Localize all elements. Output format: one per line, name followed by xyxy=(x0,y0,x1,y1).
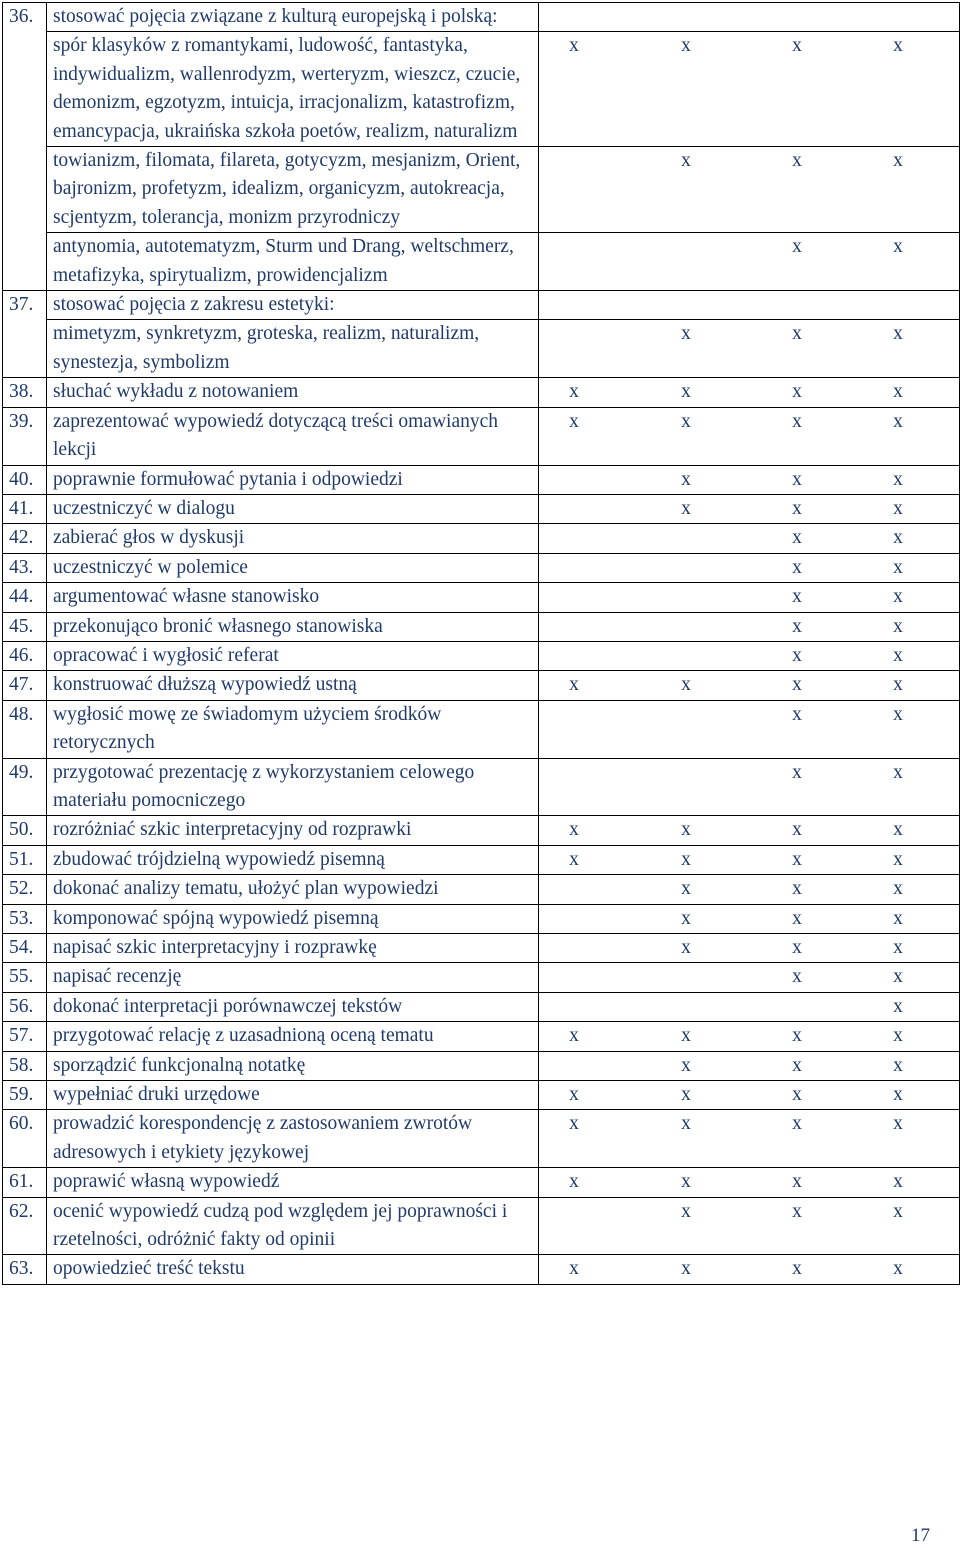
mark-x: x xyxy=(569,410,579,432)
skill-description: argumentować własne stanowisko xyxy=(47,583,539,612)
mark-group xyxy=(539,963,959,991)
row-number: 61. xyxy=(3,1168,47,1197)
mark-x: x xyxy=(792,527,802,549)
mark-x: x xyxy=(792,150,802,172)
skill-description: zabierać głos w dyskusji xyxy=(47,524,539,553)
requirements-document xyxy=(2,2,958,1285)
skill-description: opracować i wygłosić referat xyxy=(47,641,539,670)
mark-group xyxy=(539,934,959,962)
mark-group xyxy=(539,993,959,1021)
table-row xyxy=(3,1110,960,1168)
mark-x: x xyxy=(893,586,903,608)
skill-description: napisać recenzję xyxy=(47,963,539,992)
skill-description: wygłosić mowę ze świadomym użyciem środków retorycznych xyxy=(47,700,539,758)
mark-x: x xyxy=(681,1025,691,1047)
mark-group xyxy=(539,495,959,523)
mark-x: x xyxy=(681,468,691,490)
mark-x: x xyxy=(792,674,802,696)
mark-group xyxy=(539,671,959,699)
mark-cell xyxy=(539,1051,960,1080)
row-number: 59. xyxy=(3,1081,47,1110)
skill-description: słuchać wykładu z notowaniem xyxy=(47,378,539,407)
table-row xyxy=(3,1051,960,1080)
mark-x: x xyxy=(569,848,579,870)
row-number: 56. xyxy=(3,992,47,1021)
table-row xyxy=(3,1255,960,1284)
skill-description: poprawnie formułować pytania i odpowiedzi xyxy=(47,465,539,494)
table-row xyxy=(3,494,960,523)
mark-x: x xyxy=(681,497,691,519)
mark-x: x xyxy=(893,819,903,841)
table-row xyxy=(3,845,960,874)
mark-x: x xyxy=(681,1200,691,1222)
mark-x: x xyxy=(893,995,903,1017)
row-number: 38. xyxy=(3,378,47,407)
mark-group xyxy=(539,1052,959,1080)
row-number: 51. xyxy=(3,845,47,874)
table-row xyxy=(3,641,960,670)
mark-cell xyxy=(539,904,960,933)
mark-cell xyxy=(539,1081,960,1110)
mark-x: x xyxy=(569,1084,579,1106)
row-number: 52. xyxy=(3,875,47,904)
mark-x: x xyxy=(569,1171,579,1193)
mark-x: x xyxy=(792,468,802,490)
table-row xyxy=(3,32,960,147)
mark-x: x xyxy=(893,1258,903,1280)
mark-x: x xyxy=(893,848,903,870)
row-number: 37. xyxy=(3,291,47,320)
mark-group xyxy=(539,701,959,729)
table-row xyxy=(3,934,960,963)
skill-description: przekonująco bronić własnego stanowiska xyxy=(47,612,539,641)
skill-description: antynomia, autotematyzm, Sturm und Drang, weltschmerz, metafizyka, spirytualizm, prowidencjalizm xyxy=(47,233,539,291)
mark-x: x xyxy=(893,937,903,958)
mark-group xyxy=(539,233,959,261)
table-row xyxy=(3,3,960,32)
mark-x: x xyxy=(681,150,691,172)
mark-x: x xyxy=(893,1200,903,1222)
mark-x: x xyxy=(893,35,903,57)
mark-cell xyxy=(539,875,960,904)
mark-x: x xyxy=(792,586,802,608)
mark-x: x xyxy=(792,1025,802,1047)
mark-x: x xyxy=(792,410,802,432)
skill-description: rozróżniać szkic interpretacyjny od rozprawki xyxy=(47,816,539,845)
mark-x: x xyxy=(893,527,903,549)
row-number: 62. xyxy=(3,1197,47,1255)
mark-cell xyxy=(539,553,960,582)
mark-x: x xyxy=(792,1258,802,1280)
table-row xyxy=(3,904,960,933)
skill-description: przygotować prezentację z wykorzystaniem celowego materiału pomocniczego xyxy=(47,758,539,816)
mark-x: x xyxy=(681,819,691,841)
mark-x: x xyxy=(569,1258,579,1280)
mark-group xyxy=(539,642,959,670)
mark-cell xyxy=(539,816,960,845)
mark-group xyxy=(539,816,959,844)
row-number: 63. xyxy=(3,1255,47,1284)
mark-cell xyxy=(539,320,960,378)
mark-group xyxy=(539,905,959,933)
mark-x: x xyxy=(681,1113,691,1135)
mark-cell xyxy=(539,233,960,291)
mark-cell xyxy=(539,992,960,1021)
mark-cell xyxy=(539,407,960,465)
mark-group xyxy=(539,1255,959,1283)
table-row xyxy=(3,700,960,758)
mark-cell xyxy=(539,1168,960,1197)
row-number: 48. xyxy=(3,700,47,758)
skill-description: poprawić własną wypowiedź xyxy=(47,1168,539,1197)
mark-x: x xyxy=(681,848,691,870)
mark-x: x xyxy=(792,1054,802,1076)
mark-x: x xyxy=(792,1171,802,1193)
table-row xyxy=(3,612,960,641)
skill-description: dokonać interpretacji porównawczej tekstów xyxy=(47,992,539,1021)
table-row xyxy=(3,875,960,904)
row-number: 41. xyxy=(3,494,47,523)
skill-description: przygotować relację z uzasadnioną oceną tematu xyxy=(47,1022,539,1051)
mark-x: x xyxy=(893,1084,903,1106)
table-row xyxy=(3,524,960,553)
skill-description: napisać szkic interpretacyjny i rozprawkę xyxy=(47,934,539,963)
row-number: 53. xyxy=(3,904,47,933)
mark-x: x xyxy=(569,1025,579,1047)
mark-cell xyxy=(539,758,960,816)
mark-cell xyxy=(539,1110,960,1168)
table-row xyxy=(3,1022,960,1051)
mark-x: x xyxy=(681,323,691,345)
mark-cell xyxy=(539,583,960,612)
mark-x: x xyxy=(569,1113,579,1135)
mark-cell xyxy=(539,671,960,700)
row-number: 44. xyxy=(3,583,47,612)
mark-group xyxy=(539,291,959,319)
row-number: 55. xyxy=(3,963,47,992)
row-number: 39. xyxy=(3,407,47,465)
mark-x: x xyxy=(893,615,903,637)
row-number xyxy=(3,147,47,233)
mark-group xyxy=(539,524,959,552)
mark-x: x xyxy=(893,323,903,345)
mark-x: x xyxy=(893,966,903,988)
table-row xyxy=(3,758,960,816)
mark-group xyxy=(539,408,959,436)
mark-x: x xyxy=(681,937,691,958)
mark-group xyxy=(539,378,959,406)
mark-x: x xyxy=(893,410,903,432)
table-row xyxy=(3,583,960,612)
skill-description: zbudować trójdzielną wypowiedź pisemną xyxy=(47,845,539,874)
mark-x: x xyxy=(893,1171,903,1193)
table-row xyxy=(3,816,960,845)
mark-x: x xyxy=(681,1084,691,1106)
mark-group xyxy=(539,846,959,874)
table-row xyxy=(3,1197,960,1255)
mark-x: x xyxy=(792,1200,802,1222)
mark-x: x xyxy=(893,878,903,900)
mark-x: x xyxy=(681,410,691,432)
table-body xyxy=(3,3,960,1285)
mark-x: x xyxy=(792,878,802,900)
mark-cell xyxy=(539,934,960,963)
mark-x: x xyxy=(792,819,802,841)
mark-cell xyxy=(539,612,960,641)
row-number: 49. xyxy=(3,758,47,816)
mark-cell xyxy=(539,147,960,233)
mark-group xyxy=(539,1198,959,1226)
mark-x: x xyxy=(893,556,903,578)
skill-description: komponować spójną wypowiedź pisemną xyxy=(47,904,539,933)
mark-x: x xyxy=(792,848,802,870)
skill-description: prowadzić korespondencję z zastosowaniem zwrotów adresowych i etykiety językowej xyxy=(47,1110,539,1168)
page-number: 17 xyxy=(911,1525,930,1546)
mark-x: x xyxy=(893,1113,903,1135)
skill-description: wypełniać druki urzędowe xyxy=(47,1081,539,1110)
mark-x: x xyxy=(792,1113,802,1135)
mark-x: x xyxy=(893,761,903,783)
mark-cell xyxy=(539,641,960,670)
mark-x: x xyxy=(792,323,802,345)
mark-cell xyxy=(539,963,960,992)
mark-cell xyxy=(539,1255,960,1284)
table-row xyxy=(3,147,960,233)
table-row xyxy=(3,407,960,465)
row-number: 46. xyxy=(3,641,47,670)
row-number: 58. xyxy=(3,1051,47,1080)
skill-description: dokonać analizy tematu, ułożyć plan wypowiedzi xyxy=(47,875,539,904)
mark-x: x xyxy=(681,1258,691,1280)
mark-group xyxy=(539,554,959,582)
row-number: 60. xyxy=(3,1110,47,1168)
mark-x: x xyxy=(792,236,802,258)
mark-x: x xyxy=(893,150,903,172)
row-number xyxy=(3,32,47,147)
mark-group xyxy=(539,1081,959,1109)
row-number xyxy=(3,233,47,291)
mark-cell xyxy=(539,1197,960,1255)
mark-cell xyxy=(539,378,960,407)
section-heading: stosować pojęcia związane z kulturą europejską i polską: xyxy=(47,3,539,32)
mark-x: x xyxy=(681,674,691,696)
row-number: 54. xyxy=(3,934,47,963)
mark-cell xyxy=(539,700,960,758)
row-number: 40. xyxy=(3,465,47,494)
mark-cell xyxy=(539,494,960,523)
mark-group xyxy=(539,1110,959,1138)
skill-description: towianizm, filomata, filareta, gotycyzm, mesjanizm, Orient, bajronizm, profetyzm, idealizm, organicyzm, autokreacja, scjentyzm, tolerancja, monizm przyrodniczy xyxy=(47,147,539,233)
mark-x: x xyxy=(792,497,802,519)
mark-x: x xyxy=(792,644,802,666)
table-row xyxy=(3,1081,960,1110)
table-row xyxy=(3,553,960,582)
mark-x: x xyxy=(893,907,903,929)
skill-description: spór klasyków z romantykami, ludowość, fantastyka, indywidualizm, wallenrodyzm, werteryzm, wieszcz, czucie, demonizm, egzotyzm, intuicja, irracjonalizm, katastrofizm, emancypacja, ukraińska szkoła poetów, realizm, naturalizm xyxy=(47,32,539,147)
mark-cell xyxy=(539,291,960,320)
table-row xyxy=(3,233,960,291)
table-row xyxy=(3,291,960,320)
skill-description: uczestniczyć w polemice xyxy=(47,553,539,582)
mark-x: x xyxy=(893,703,903,725)
mark-x: x xyxy=(893,1025,903,1047)
mark-x: x xyxy=(792,556,802,578)
mark-cell xyxy=(539,465,960,494)
mark-group xyxy=(539,466,959,494)
mark-x: x xyxy=(792,761,802,783)
row-number: 43. xyxy=(3,553,47,582)
mark-x: x xyxy=(681,1054,691,1076)
mark-x: x xyxy=(792,907,802,929)
row-number: 47. xyxy=(3,671,47,700)
requirements-table xyxy=(2,2,960,1285)
mark-x: x xyxy=(792,703,802,725)
mark-x: x xyxy=(893,497,903,519)
mark-x: x xyxy=(893,674,903,696)
skill-description: ocenić wypowiedź cudzą pod względem jej poprawności i rzetelności, odróżnić fakty od opinii xyxy=(47,1197,539,1255)
mark-x: x xyxy=(681,381,691,403)
table-row xyxy=(3,671,960,700)
skill-description: konstruować dłuższą wypowiedź ustną xyxy=(47,671,539,700)
mark-x: x xyxy=(893,644,903,666)
skill-description: zaprezentować wypowiedź dotyczącą treści omawianych lekcji xyxy=(47,407,539,465)
mark-x: x xyxy=(569,35,579,57)
mark-cell xyxy=(539,845,960,874)
mark-x: x xyxy=(681,878,691,900)
mark-x: x xyxy=(893,381,903,403)
mark-x: x xyxy=(792,35,802,57)
mark-group xyxy=(539,3,959,31)
mark-x: x xyxy=(569,674,579,696)
skill-description: opowiedzieć treść tekstu xyxy=(47,1255,539,1284)
mark-group xyxy=(539,1022,959,1050)
mark-group xyxy=(539,613,959,641)
mark-cell xyxy=(539,3,960,32)
row-number: 42. xyxy=(3,524,47,553)
mark-x: x xyxy=(569,381,579,403)
mark-group xyxy=(539,1168,959,1196)
mark-x: x xyxy=(681,1171,691,1193)
table-row xyxy=(3,378,960,407)
mark-x: x xyxy=(792,966,802,988)
row-number: 45. xyxy=(3,612,47,641)
mark-group xyxy=(539,583,959,611)
skill-description: sporządzić funkcjonalną notatkę xyxy=(47,1051,539,1080)
mark-group xyxy=(539,320,959,348)
row-number: 57. xyxy=(3,1022,47,1051)
mark-x: x xyxy=(792,1084,802,1106)
mark-x: x xyxy=(792,615,802,637)
mark-x: x xyxy=(681,35,691,57)
mark-group xyxy=(539,759,959,787)
mark-cell xyxy=(539,32,960,147)
row-number: 50. xyxy=(3,816,47,845)
mark-x: x xyxy=(893,468,903,490)
mark-cell xyxy=(539,1022,960,1051)
mark-x: x xyxy=(569,819,579,841)
table-row xyxy=(3,992,960,1021)
mark-x: x xyxy=(893,236,903,258)
table-row xyxy=(3,320,960,378)
row-number xyxy=(3,320,47,378)
mark-cell xyxy=(539,524,960,553)
table-row xyxy=(3,465,960,494)
skill-description: mimetyzm, synkretyzm, groteska, realizm, naturalizm, synestezja, symbolizm xyxy=(47,320,539,378)
mark-x: x xyxy=(792,381,802,403)
mark-x: x xyxy=(893,1054,903,1076)
mark-group xyxy=(539,147,959,175)
mark-group xyxy=(539,32,959,60)
table-row xyxy=(3,1168,960,1197)
table-row xyxy=(3,963,960,992)
row-number: 36. xyxy=(3,3,47,32)
section-heading: stosować pojęcia z zakresu estetyki: xyxy=(47,291,539,320)
mark-group xyxy=(539,875,959,903)
skill-description: uczestniczyć w dialogu xyxy=(47,494,539,523)
mark-x: x xyxy=(792,937,802,958)
mark-x: x xyxy=(681,907,691,929)
